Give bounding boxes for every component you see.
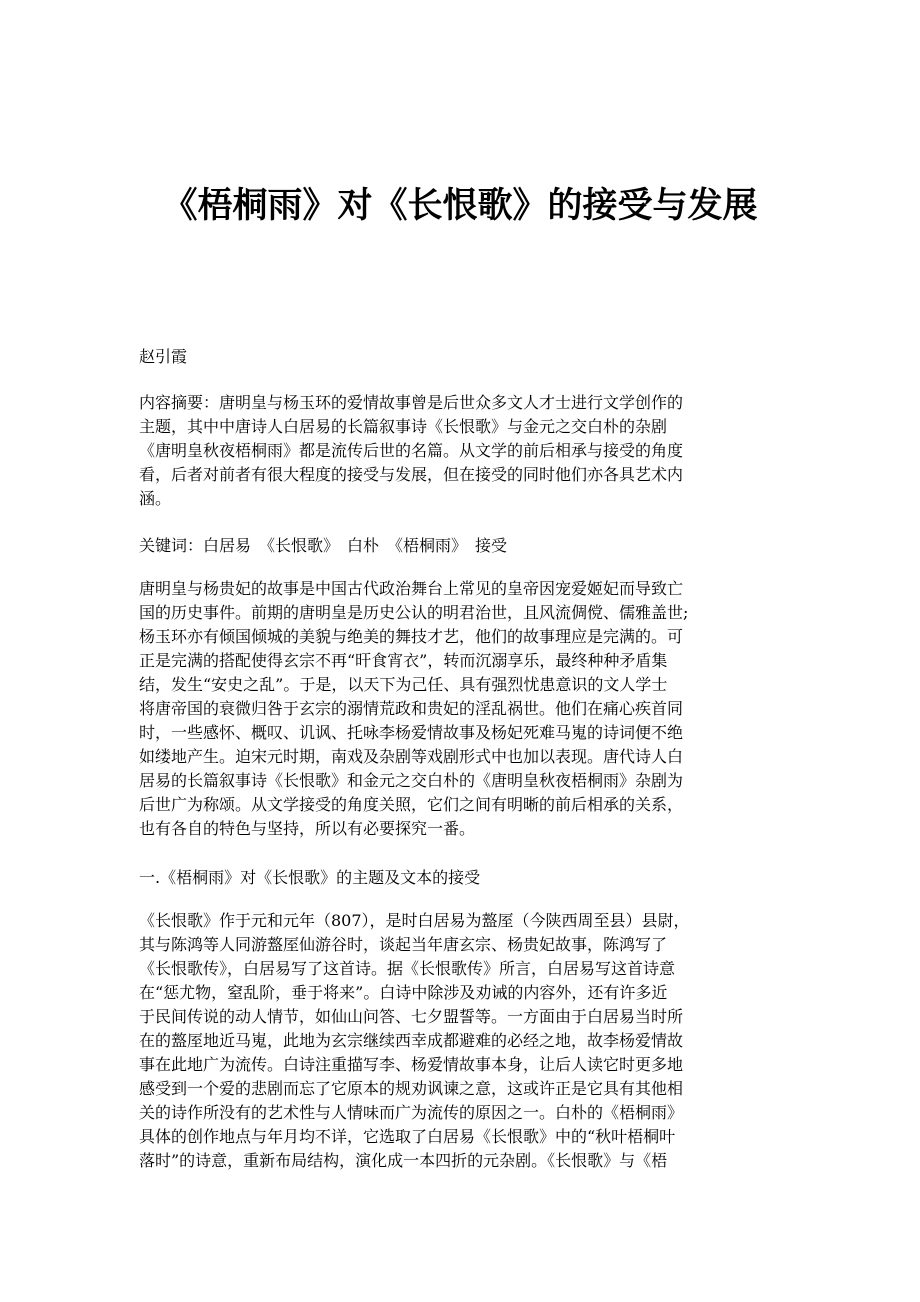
abstract-line: 主题，其中中唐诗人白居易的长篇叙事诗《长恨歌》与金元之交白朴的杂剧: [139, 417, 668, 436]
keywords-paragraph: [139, 534, 779, 558]
intro-line: 后世广为称颂。从文学接受的角度关照，它们之间有明晰的前后相承的关系，: [139, 795, 684, 814]
intro-paragraph: [139, 577, 779, 841]
document-title: 《梧桐雨》对《长恨歌》的接受与发展: [162, 185, 758, 226]
section-line: 落时”的诗意，重新布局结构，演化成一本四折的元杂剧。《长恨歌》与《梧: [139, 1151, 668, 1170]
section-line: 事在此地广为流传。白诗注重描写李、杨爱情故事本身，让后人读它时更多地: [139, 1055, 684, 1074]
section-line: 感受到一个爱的悲剧而忘了它原本的规劝讽谏之意，这或许正是它具有其他相: [139, 1079, 684, 1098]
section-line: 具体的创作地点与年月均不详，它选取了白居易《长恨歌》中的“秋叶梧桐叶: [139, 1127, 676, 1146]
section-line: 在的盩厔地近马嵬，此地为玄宗继续西幸成都避难的必经之地，故李杨爱情故: [139, 1031, 684, 1050]
section-1-heading: [139, 866, 779, 890]
section-line: 《长恨歌传》，白居易写了这首诗。据《长恨歌传》所言，白居易写这首诗意: [139, 959, 676, 978]
intro-line: 居易的长篇叙事诗《长恨歌》和金元之交白朴的《唐明皇秋夜梧桐雨》杂剧为: [139, 771, 684, 790]
section-line: 在“惩尤物，窒乱阶，垂于将来”。白诗中除涉及劝诫的内容外，还有许多近: [139, 983, 668, 1002]
section-line: 《长恨歌》作于元和元年（807），是时白居易为盩厔（今陕西周至县）县尉，: [139, 911, 690, 930]
intro-line: 也有各自的特色与坚持，所以有必要探究一番。: [139, 819, 476, 838]
intro-line: 国的历史事件。前期的唐明皇是历史公认的明君治世，且风流倜傥、儒雅盖世;: [139, 603, 689, 622]
abstract-line: 看，后者对前者有很大程度的接受与发展，但在接受的同时他们亦各具艺术内: [139, 465, 684, 484]
intro-line: 结，发生“安史之乱”。于是，以天下为己任、具有强烈忧患意识的文人学士: [139, 675, 668, 694]
abstract-line: 《唐明皇秋夜梧桐雨》都是流传后世的名篇。从文学的前后相承与接受的角度: [139, 441, 684, 460]
section-1-paragraph: [139, 909, 779, 1173]
intro-line: 唐明皇与杨贵妃的故事是中国古代政治舞台上常见的皇帝因宠爱姬妃而导致亡: [139, 579, 684, 598]
author-name: [139, 345, 779, 369]
section-line: 其与陈鸿等人同游盩厔仙游谷时，谈起当年唐玄宗、杨贵妃故事，陈鸿写了: [139, 935, 668, 954]
abstract-line: 内容摘要：唐明皇与杨玉环的爱情故事曾是后世众多文人才士进行文学创作的: [139, 393, 684, 412]
section-line: 于民间传说的动人情节，如仙山问答、七夕盟誓等。一方面由于白居易当时所: [139, 1007, 684, 1026]
intro-line: 时，一些感怀、概叹、讥讽、托咏李杨爱情故事及杨妃死难马嵬的诗词便不绝: [139, 723, 684, 742]
section-line: 关的诗作所没有的艺术性与人情味而广为流传的原因之一。白朴的《梧桐雨》: [139, 1103, 684, 1122]
intro-line: 杨玉环亦有倾国倾城的美貌与绝美的舞技才艺，他们的故事理应是完满的。可: [139, 627, 684, 646]
section-heading-line: 一.《梧桐雨》对《长恨歌》的主题及文本的接受: [139, 868, 481, 887]
intro-line: 如缕地产生。迫宋元时期，南戏及杂剧等戏剧形式中也加以表现。唐代诗人白: [139, 747, 684, 766]
abstract-paragraph: [139, 391, 779, 511]
author-line: 赵引霞: [139, 347, 188, 366]
abstract-line: 涵。: [139, 489, 172, 508]
intro-line: 正是完满的搭配使得玄宗不再“旰食宵衣”，转而沉溺享乐，最终种种矛盾集: [139, 651, 668, 670]
keywords-line: 关键词：白居易 《长恨歌》 白朴 《梧桐雨》 接受: [139, 536, 508, 555]
intro-line: 将唐帝国的衰微归咎于玄宗的溺情荒政和贵妃的淫乱祸世。他们在痛心疾首同: [139, 699, 684, 718]
